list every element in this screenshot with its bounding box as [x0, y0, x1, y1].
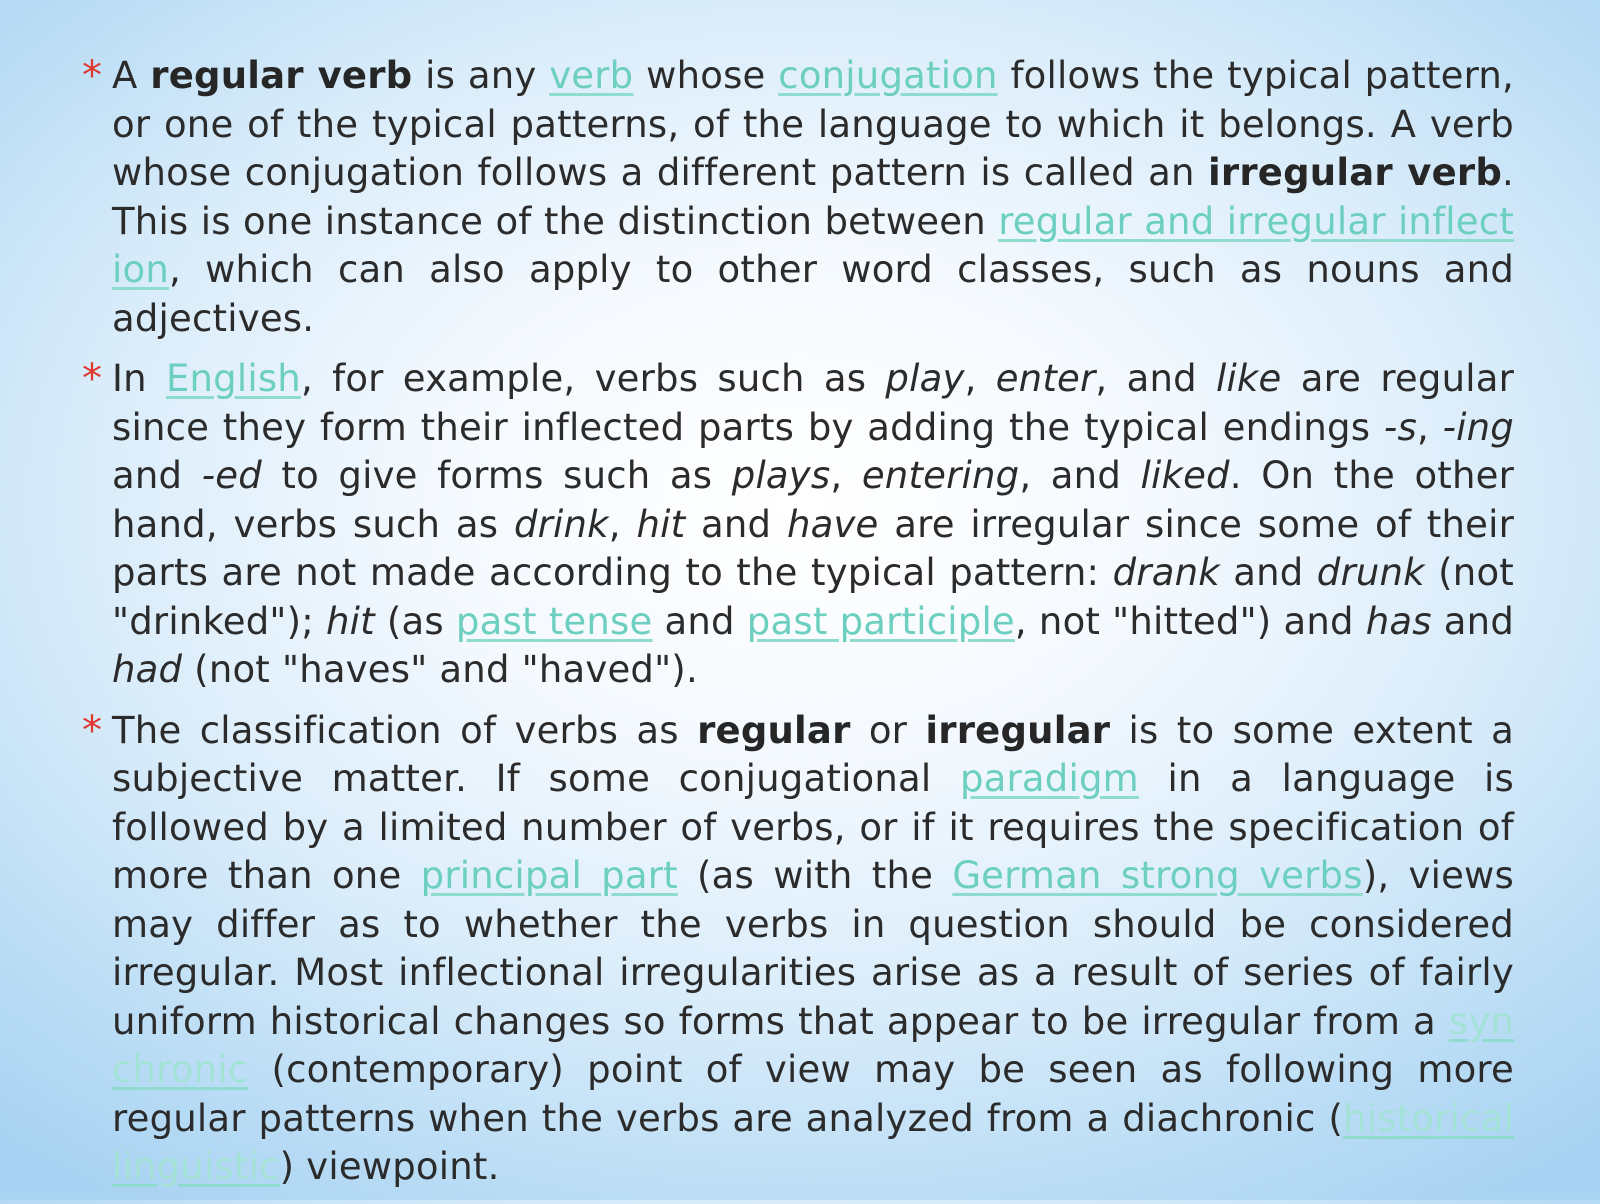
bold-term: irregular verb: [1208, 151, 1503, 194]
inline-link[interactable]: regular and irregular inflect ion: [112, 199, 1514, 291]
inline-link[interactable]: syn chronic: [112, 999, 1514, 1091]
inline-link[interactable]: German strong verbs: [952, 854, 1363, 897]
italic-term: had: [112, 648, 183, 691]
text-run: and: [1431, 599, 1515, 643]
bullet-asterisk-icon: *: [82, 356, 103, 402]
italic-term: has: [1365, 599, 1432, 643]
bullet-list: [82, 52, 1514, 1204]
text-run: ) viewpoint.: [279, 1145, 500, 1188]
inline-link[interactable]: past participle: [746, 599, 1015, 643]
text-run: in a language is followed by a limited number of verbs, or if it requires the specification of more than one: [112, 757, 1514, 897]
inline-link[interactable]: paradigm: [959, 757, 1139, 800]
text-run: , and: [1095, 357, 1216, 400]
text-run: (as with the: [677, 854, 953, 897]
text-run: are irregular since some of their parts are not made according to the typical pattern:: [112, 502, 1514, 594]
text-run: In: [112, 357, 166, 400]
italic-term: drink: [513, 502, 609, 546]
italic-term: play: [885, 357, 965, 400]
text-run: follows the typical pattern, or one of the typical patterns, of the language to which it belongs. A verb whose conjugation follows a different pattern is called an: [112, 54, 1514, 194]
text-run: (contemporary) point of view may be seen as following more regular patterns when the verbs are analyzed from a diachronic (: [112, 1048, 1514, 1140]
bullet-paragraph-2: [82, 355, 1514, 695]
bold-term: regular: [697, 708, 851, 752]
text-run: ,: [1416, 405, 1443, 449]
inline-link[interactable]: conjugation: [778, 54, 998, 97]
text-run: and: [1219, 551, 1317, 594]
italic-term: plays: [731, 454, 831, 497]
text-run: ,: [830, 454, 862, 497]
text-run: ), views may differ as to whether the verbs in question should be considered irregular. Most inflectional irregularities arise as a result of series of fairly uniform historical changes so forms that appear to be irregular from a: [112, 854, 1514, 1043]
text-run: (as: [374, 599, 456, 643]
inline-link[interactable]: past tense: [455, 599, 653, 643]
italic-term: -ing: [1442, 405, 1514, 449]
italic-term: have: [786, 502, 879, 546]
text-run: and: [685, 502, 787, 546]
italic-term: -ed: [201, 454, 262, 497]
paragraph-text: [112, 709, 1514, 1189]
text-run: whose: [633, 54, 779, 97]
text-run: or: [850, 708, 926, 752]
text-run: are regular since they form their inflected parts by adding the typical endings: [112, 357, 1514, 449]
paragraph-text: [112, 54, 1514, 340]
text-run: (not "drinked");: [112, 551, 1515, 643]
bullet-asterisk-icon: *: [82, 707, 103, 754]
inline-link[interactable]: verb: [549, 54, 634, 97]
bullet-paragraph-3: [82, 707, 1514, 1192]
text-run: is to some extent a subjective matter. If some conjugational: [112, 708, 1514, 800]
text-run: and: [112, 454, 202, 497]
text-run: to give forms such as: [261, 454, 732, 497]
bullet-asterisk-icon: *: [82, 53, 103, 99]
text-run: , and: [1019, 454, 1141, 497]
text-run: , for example, verbs such as: [300, 357, 886, 400]
inline-link[interactable]: historical linguistic: [112, 1096, 1514, 1188]
italic-term: drunk: [1316, 551, 1425, 594]
italic-term: like: [1215, 357, 1282, 400]
bold-term: regular verb: [150, 54, 413, 97]
inline-link[interactable]: principal part: [420, 854, 678, 897]
text-run: . This is one instance of the distinction between: [112, 151, 1514, 243]
text-run: A: [112, 54, 151, 97]
italic-term: entering: [861, 454, 1020, 497]
text-run: , which can also apply to other word classes, such as nouns and adjectives.: [112, 248, 1514, 340]
bullet-paragraph-1: [82, 52, 1514, 343]
text-run: and: [652, 599, 747, 643]
italic-term: hit: [325, 599, 375, 643]
text-run: The classification of verbs as: [112, 708, 698, 752]
italic-term: enter: [995, 357, 1096, 400]
paragraph-text: [112, 357, 1514, 691]
text-run: (not "haves" and "haved").: [182, 648, 698, 691]
text-run: ,: [608, 502, 637, 546]
text-run: . On the other hand, verbs such as: [112, 454, 1515, 546]
italic-term: drank: [1112, 551, 1220, 594]
inline-link[interactable]: English: [165, 357, 301, 400]
text-run: ,: [964, 357, 996, 400]
text-run: , not "hitted") and: [1014, 599, 1366, 643]
italic-term: -s: [1383, 405, 1417, 449]
italic-term: hit: [636, 502, 686, 546]
text-run: is any: [412, 54, 550, 97]
italic-term: liked: [1140, 454, 1230, 497]
bold-term: irregular: [925, 708, 1111, 752]
